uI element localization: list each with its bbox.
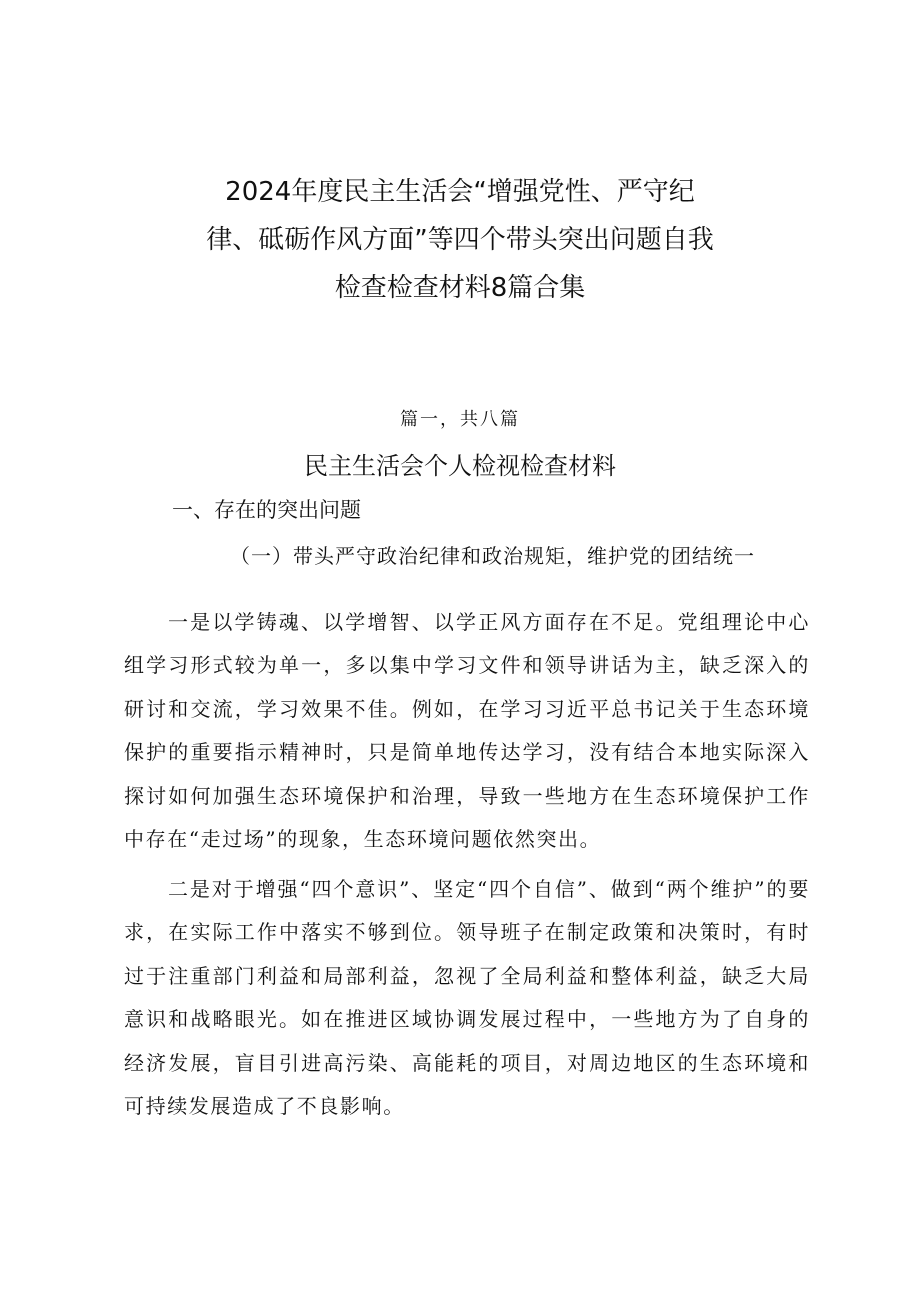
sub-heading: （一）带头严守政治纪律和政治规矩，维护党的团结统一: [230, 544, 755, 568]
body-paragraph-1: 一是以学铸魂、以学增智、以学正风方面存在不足。党组理论中心组学习形式较为单一，多以集中学习文件和领导讲话为主，缺乏深入的研讨和交流，学习效果不佳。例如，在学习习近平总书记关于生态环境保护的重要指示精神时，只是简单地传达学习，没有结合本地实际深入探讨如何加强生态环境保护和治理，导致一些地方在生态环境保护工作中存在“走过场”的现象，生态环境问题依然突出。: [124, 610, 810, 852]
chapter-label: 篇一，共八篇: [400, 409, 520, 430]
section-subtitle: 民主生活会个人检视检查材料: [304, 452, 616, 480]
body-paragraph-2: 二是对于增强“四个意识”、坚定“四个自信”、做到“两个维护”的要求，在实际工作中落实不够到位。领导班子在制定政策和决策时，有时过于注重部门利益和局部利益，忽视了全局利益和整体利益，缺乏大局意识和战略眼光。如在推进区域协调发展过程中，一些地方为了自身的经济发展，盲目引进高污染、高能耗的项目，对周边地区的生态环境和可持续发展造成了不良影响。: [124, 877, 810, 1119]
title-line-2: 律、砥砺作风方面”等四个带头突出问题自我: [206, 225, 714, 255]
section-heading: 一、存在的突出问题: [172, 498, 361, 522]
document-title: [120, 168, 800, 312]
title-line-1: 2024年度民主生活会“增强党性、严守纪: [225, 177, 695, 207]
title-line-3: 检查检查材料8篇合集: [334, 273, 586, 303]
